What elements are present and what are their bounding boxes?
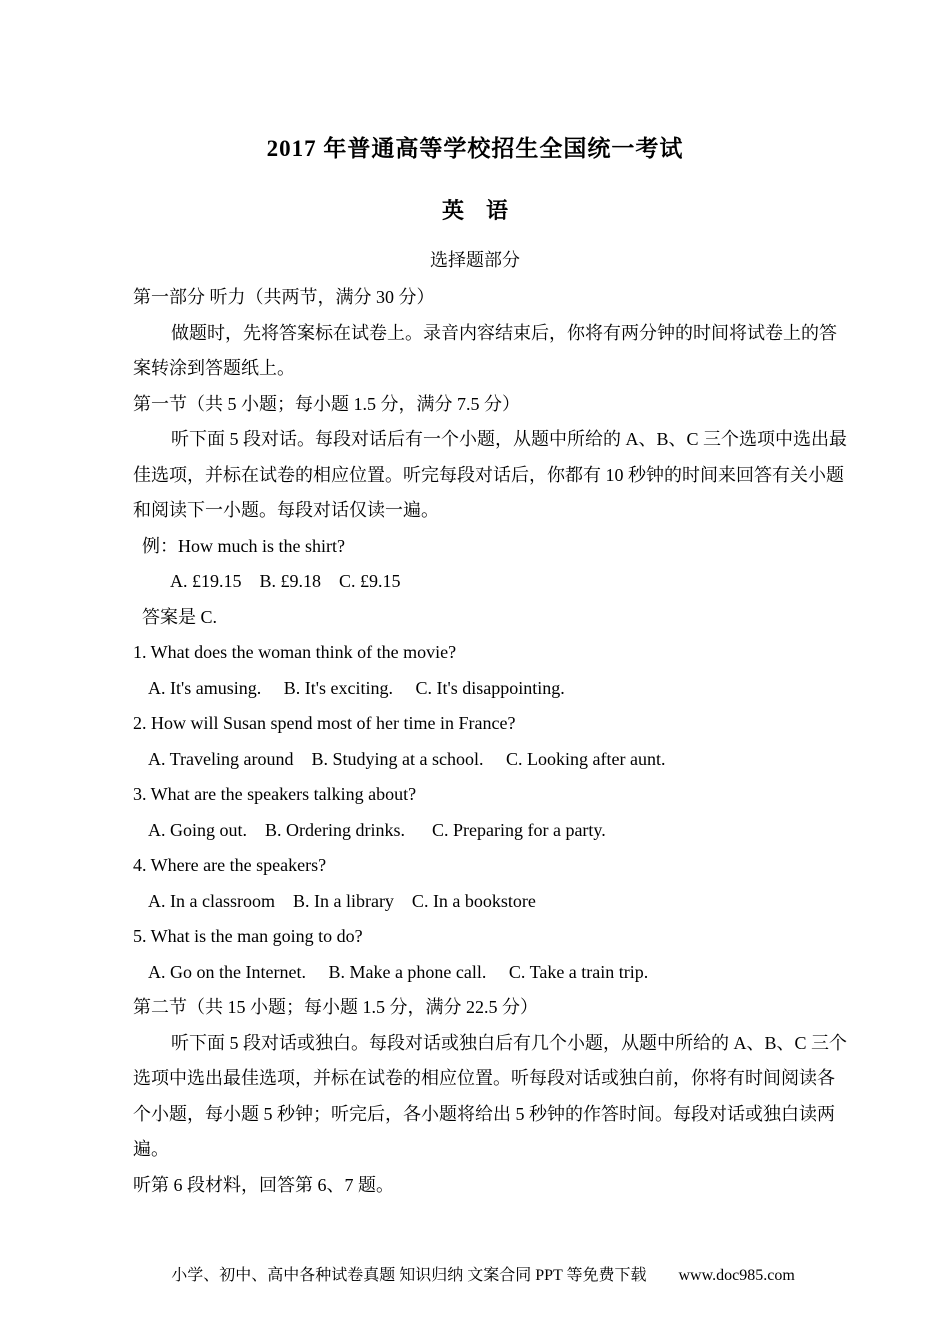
line-section2-instr-3: 个小题，每小题 5 秒钟；听完后，各小题将给出 5 秒钟的作答时间。每段对话或独白读两 — [133, 1103, 835, 1124]
line-section1-instr-2: 佳选项，并标在试卷的相应位置。听完每段对话后，你都有 10 秒钟的时间来回答有关小题 — [133, 464, 844, 485]
line-section2-instr-1: 听下面 5 段对话或独白。每段对话或独白后有几个小题，从题中所给的 A、B、C 三个 — [171, 1032, 848, 1053]
document-body — [133, 280, 848, 1203]
page-title: 2017 年普通高等学校招生全国统一考试 — [266, 136, 684, 161]
line-material-6-prompt: 听第 6 段材料，回答第 6、7 题。 — [133, 1174, 394, 1195]
line-example-answer: 答案是 C. — [142, 606, 218, 627]
line-section1-heading: 第一节（共 5 小题；每小题 1.5 分，满分 7.5 分） — [133, 393, 520, 414]
line-section2-heading: 第二节（共 15 小题；每小题 1.5 分，满分 22.5 分） — [133, 997, 538, 1017]
page-footer — [0, 1246, 950, 1306]
line-question-2: 2. How will Susan spend most of her time in France? — [133, 713, 516, 733]
line-question-5-options: A. Go on the Internet. B. Make a phone call. C. Take a train trip. — [148, 961, 649, 982]
line-question-3-options: A. Going out. B. Ordering drinks. C. Preparing for a party. — [148, 819, 606, 840]
line-question-2-options: A. Traveling around B. Studying at a school. C. Looking after aunt. — [148, 748, 666, 769]
line-question-5: 5. What is the man going to do? — [133, 926, 363, 946]
line-section2-instr-4: 遍。 — [133, 1139, 169, 1159]
subject-title: 英 语 — [441, 198, 508, 223]
line-question-1: 1. What does the woman think of the movie? — [133, 642, 457, 662]
line-part1-heading: 第一部分 听力（共两节，满分 30 分） — [133, 287, 435, 307]
line-section1-instr-1: 听下面 5 段对话。每段对话后有一个小题，从题中所给的 A、B、C 三个选项中选出最 — [171, 429, 848, 449]
footer-note: 小学、初中、高中各种试卷真题 知识归纳 文案合同 PPT 等免费下载 — [171, 1267, 647, 1284]
line-listening-note-1: 做题时，先将答案标在试卷上。录音内容结束后，你将有两分钟的时间将试卷上的答 — [171, 322, 837, 343]
line-question-4-options: A. In a classroom B. In a library C. In a bookstore — [148, 890, 536, 911]
footer-url-link[interactable]: www.doc985.com — [678, 1267, 795, 1284]
line-question-4: 4. Where are the speakers? — [133, 855, 327, 875]
line-example-options: A. £19.15 B. £9.18 C. £9.15 — [170, 571, 401, 591]
line-listening-note-2: 案转涂到答题纸上。 — [133, 358, 295, 378]
line-question-3: 3. What are the speakers talking about? — [133, 784, 417, 804]
line-question-1-options: A. It's amusing. B. It's exciting. C. It's disappointing. — [148, 677, 565, 698]
section-heading: 选择题部分 — [430, 250, 520, 270]
line-section2-instr-2: 选项中选出最佳选项，并标在试卷的相应位置。听每段对话或独白前，你将有时间阅读各 — [133, 1068, 835, 1088]
line-section1-instr-3: 和阅读下一小题。每段对话仅读一遍。 — [133, 500, 439, 520]
line-example-question: 例：How much is the shirt? — [142, 535, 345, 556]
